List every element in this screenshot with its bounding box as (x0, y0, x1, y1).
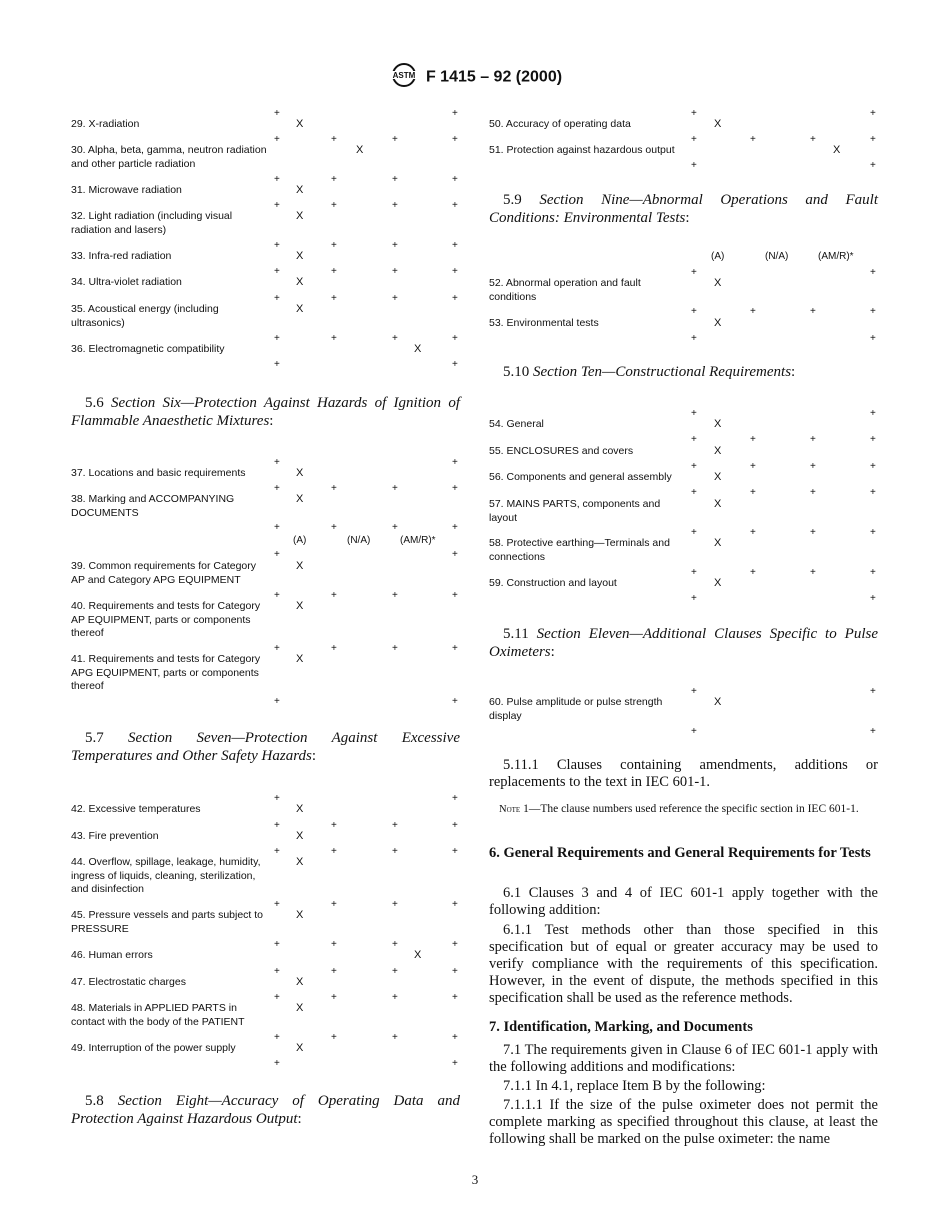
plus-mark: + (274, 293, 280, 304)
heading-6: 6. General Requirements and General Requirements for Tests (489, 845, 871, 861)
plus-mark: + (452, 108, 458, 119)
section-heading-5-6: 5.6 Section Six—Protection Against Hazards of Ignition of Flammable Anaesthetic Mixtures: (71, 395, 461, 429)
column-header-na: (N/A) (347, 535, 371, 546)
plus-mark: + (452, 899, 458, 910)
plus-mark: + (274, 200, 280, 211)
plus-mark: + (750, 434, 756, 445)
plus-mark: + (392, 174, 398, 185)
table-row: 32. Light radiation (including visual radiation and lasers) (71, 210, 233, 236)
plus-mark: + (750, 527, 756, 538)
x-mark: X (296, 856, 304, 868)
plus-mark: + (691, 686, 697, 697)
plus-mark: + (452, 240, 458, 251)
plus-mark: + (452, 992, 458, 1003)
plus-mark: + (870, 527, 876, 538)
plus-mark: + (274, 696, 280, 707)
x-mark: X (296, 250, 304, 262)
table-row: 45. Pressure vessels and parts subject to PRESSURE (71, 909, 264, 935)
plus-mark: + (810, 434, 816, 445)
plus-mark: + (452, 200, 458, 211)
page-number: 3 (471, 1172, 479, 1187)
table-row: 46. Human errors (71, 949, 153, 961)
astm-logo-icon (388, 62, 420, 93)
table-row: 49. Interruption of the power supply (71, 1042, 236, 1054)
paragraph-6-1: 6.1 Clauses 3 and 4 of IEC 601-1 apply together with the following addition: (489, 885, 878, 918)
paragraph-7-1-1: 7.1.1 In 4.1, replace Item B by the following: (503, 1078, 766, 1094)
plus-mark: + (810, 527, 816, 538)
plus-mark: + (452, 549, 458, 560)
x-mark: X (714, 317, 722, 329)
plus-mark: + (452, 1058, 458, 1069)
plus-mark: + (691, 593, 697, 604)
plus-mark: + (452, 266, 458, 277)
plus-mark: + (452, 793, 458, 804)
plus-mark: + (691, 134, 697, 145)
section-heading-5-8: 5.8 Section Eight—Accuracy of Operating Data and Protection Against Hazardous Output: (71, 1093, 460, 1127)
x-mark: X (296, 276, 304, 288)
plus-mark: + (452, 820, 458, 831)
plus-mark: + (331, 643, 337, 654)
plus-mark: + (392, 992, 398, 1003)
plus-mark: + (870, 134, 876, 145)
section-heading-5-10: 5.10 Section Ten—Constructional Requirements: (503, 364, 796, 380)
plus-mark: + (452, 457, 458, 468)
plus-mark: + (452, 696, 458, 707)
x-mark: X (296, 1042, 304, 1054)
plus-mark: + (331, 174, 337, 185)
plus-mark: + (810, 567, 816, 578)
column-header-a: (A) (711, 251, 725, 262)
plus-mark: + (274, 939, 280, 950)
plus-mark: + (870, 434, 876, 445)
table-row: 48. Materials in APPLIED PARTS in contact with the body of the PATIENT (71, 1002, 245, 1028)
x-mark: X (296, 830, 304, 842)
table-row: 40. Requirements and tests for Category AP EQUIPMENT, parts or components thereof (71, 600, 261, 639)
plus-mark: + (331, 846, 337, 857)
page-header (0, 62, 950, 93)
plus-mark: + (691, 434, 697, 445)
table-row: 55. ENCLOSURES and covers (489, 445, 634, 457)
plus-mark: + (331, 522, 337, 533)
x-mark: X (833, 144, 841, 156)
plus-mark: + (691, 461, 697, 472)
plus-mark: + (392, 590, 398, 601)
plus-mark: + (392, 240, 398, 251)
table-row: 43. Fire prevention (71, 830, 159, 842)
x-mark: X (414, 949, 422, 961)
x-mark: X (714, 537, 722, 549)
plus-mark: + (331, 134, 337, 145)
plus-mark: + (452, 590, 458, 601)
plus-mark: + (870, 487, 876, 498)
plus-mark: + (452, 359, 458, 370)
paragraph-7-1-1-1: 7.1.1.1 If the size of the pulse oximeter does not permit the complete marking as specified throughout this clause, at least the following shall be marked on the pulse oximeter: the name (489, 1097, 878, 1147)
note-1: Note 1—The clause numbers used reference the specific section in IEC 601-1. (499, 803, 859, 815)
plus-mark: + (392, 134, 398, 145)
plus-mark: + (392, 899, 398, 910)
plus-mark: + (452, 333, 458, 344)
plus-mark: + (274, 266, 280, 277)
plus-mark: + (750, 461, 756, 472)
plus-mark: + (392, 483, 398, 494)
plus-mark: + (274, 174, 280, 185)
table-row: 56. Components and general assembly (489, 471, 672, 483)
x-mark: X (714, 577, 722, 589)
table-row: 34. Ultra-violet radiation (71, 276, 182, 288)
table-row: 54. General (489, 418, 544, 430)
plus-mark: + (392, 966, 398, 977)
column-header-na: (N/A) (765, 251, 789, 262)
plus-mark: + (392, 820, 398, 831)
table-row: 30. Alpha, beta, gamma, neutron radiation and other particle radiation (71, 144, 267, 170)
plus-mark: + (274, 134, 280, 145)
section-heading-5-7: 5.7 Section Seven—Protection Against Excessive Temperatures and Other Safety Hazards: (71, 730, 460, 764)
x-mark: X (714, 118, 722, 130)
plus-mark: + (452, 483, 458, 494)
table-row: 59. Construction and layout (489, 577, 617, 589)
plus-mark: + (452, 939, 458, 950)
plus-mark: + (274, 359, 280, 370)
plus-mark: + (331, 590, 337, 601)
plus-mark: + (691, 527, 697, 538)
plus-mark: + (810, 487, 816, 498)
plus-mark: + (274, 108, 280, 119)
x-mark: X (414, 343, 422, 355)
plus-mark: + (331, 966, 337, 977)
plus-mark: + (274, 1032, 280, 1043)
table-row: 39. Common requirements for Category AP and Category APG EQUIPMENT (71, 560, 256, 586)
table-row: 47. Electrostatic charges (71, 976, 186, 988)
x-mark: X (296, 493, 304, 505)
plus-mark: + (392, 939, 398, 950)
plus-mark: + (274, 549, 280, 560)
plus-mark: + (452, 846, 458, 857)
plus-mark: + (392, 266, 398, 277)
plus-mark: + (691, 306, 697, 317)
x-mark: X (296, 653, 304, 665)
table-row: 58. Protective earthing—Terminals and connections (489, 537, 670, 563)
plus-mark: + (331, 992, 337, 1003)
table-row: 42. Excessive temperatures (71, 803, 201, 815)
table-row: 51. Protection against hazardous output (489, 144, 675, 156)
plus-mark: + (691, 408, 697, 419)
table-row: 52. Abnormal operation and fault conditions (489, 277, 641, 303)
paragraph-7-1: 7.1 The requirements given in Clause 6 of IEC 601-1 apply with the following additions and modifications: (489, 1042, 878, 1075)
heading-7: 7. Identification, Marking, and Documents (489, 1019, 753, 1035)
x-mark: X (296, 184, 304, 196)
plus-mark: + (274, 333, 280, 344)
document-id: F 1415 – 92 (2000) (425, 68, 563, 86)
section-heading-5-11: 5.11 Section Eleven—Additional Clauses Specific to Pulse Oximeters: (489, 626, 878, 660)
table-row: 36. Electromagnetic compatibility (71, 343, 225, 355)
plus-mark: + (870, 160, 876, 171)
plus-mark: + (331, 899, 337, 910)
plus-mark: + (274, 793, 280, 804)
table-row: 33. Infra-red radiation (71, 250, 172, 262)
plus-mark: + (392, 1032, 398, 1043)
plus-mark: + (274, 240, 280, 251)
plus-mark: + (452, 1032, 458, 1043)
plus-mark: + (331, 939, 337, 950)
plus-mark: + (274, 899, 280, 910)
plus-mark: + (691, 160, 697, 171)
plus-mark: + (331, 240, 337, 251)
plus-mark: + (452, 966, 458, 977)
plus-mark: + (392, 333, 398, 344)
plus-mark: + (870, 408, 876, 419)
plus-mark: + (331, 200, 337, 211)
plus-mark: + (392, 522, 398, 533)
x-mark: X (714, 445, 722, 457)
plus-mark: + (452, 643, 458, 654)
x-mark: X (296, 560, 304, 572)
plus-mark: + (274, 992, 280, 1003)
plus-mark: + (870, 686, 876, 697)
plus-mark: + (452, 522, 458, 533)
plus-mark: + (870, 333, 876, 344)
table-row: 35. Acoustical energy (including ultrasonics) (71, 303, 219, 329)
x-mark: X (296, 303, 304, 315)
x-mark: X (296, 1002, 304, 1014)
plus-mark: + (392, 846, 398, 857)
plus-mark: + (392, 200, 398, 211)
x-mark: X (714, 277, 722, 289)
table-row: 50. Accuracy of operating data (489, 118, 631, 130)
column-header-amr: (AM/R)* (818, 251, 854, 262)
plus-mark: + (331, 1032, 337, 1043)
x-mark: X (296, 976, 304, 988)
x-mark: X (714, 418, 722, 430)
x-mark: X (714, 471, 722, 483)
table-row: 41. Requirements and tests for Category APG EQUIPMENT, parts or components thereof (71, 653, 261, 692)
plus-mark: + (750, 134, 756, 145)
column-header-a: (A) (293, 535, 307, 546)
plus-mark: + (691, 567, 697, 578)
section-heading-5-9: 5.9 Section Nine—Abnormal Operations and Fault Conditions: Environmental Tests: (489, 192, 878, 226)
plus-mark: + (870, 306, 876, 317)
x-mark: X (356, 144, 364, 156)
plus-mark: + (870, 461, 876, 472)
plus-mark: + (691, 267, 697, 278)
plus-mark: + (810, 461, 816, 472)
plus-mark: + (810, 134, 816, 145)
plus-mark: + (750, 306, 756, 317)
plus-mark: + (870, 108, 876, 119)
table-row: 37. Locations and basic requirements (71, 467, 246, 479)
plus-mark: + (870, 267, 876, 278)
plus-mark: + (870, 593, 876, 604)
plus-mark: + (331, 266, 337, 277)
table-row: 53. Environmental tests (489, 317, 599, 329)
table-row: 60. Pulse amplitude or pulse strength display (489, 696, 663, 722)
plus-mark: + (452, 174, 458, 185)
plus-mark: + (810, 306, 816, 317)
x-mark: X (714, 696, 722, 708)
table-row: 44. Overflow, spillage, leakage, humidity, ingress of liquids, cleaning, sterilization, and disinfection (71, 856, 261, 895)
plus-mark: + (392, 293, 398, 304)
plus-mark: + (870, 726, 876, 737)
x-mark: X (296, 467, 304, 479)
plus-mark: + (274, 1058, 280, 1069)
plus-mark: + (274, 643, 280, 654)
table-row: 29. X-radiation (71, 118, 140, 130)
x-mark: X (296, 803, 304, 815)
column-header-amr: (AM/R)* (400, 535, 436, 546)
svg-text:ASTM: ASTM (392, 71, 416, 80)
plus-mark: + (750, 567, 756, 578)
x-mark: X (296, 600, 304, 612)
x-mark: X (714, 498, 722, 510)
plus-mark: + (452, 293, 458, 304)
plus-mark: + (331, 820, 337, 831)
plus-mark: + (274, 966, 280, 977)
x-mark: X (296, 118, 304, 130)
plus-mark: + (331, 483, 337, 494)
plus-mark: + (392, 643, 398, 654)
plus-mark: + (274, 846, 280, 857)
plus-mark: + (274, 590, 280, 601)
paragraph-5-11-1: 5.11.1 Clauses containing amendments, additions or replacements to the text in IEC 601-1. (489, 757, 878, 790)
table-row: 57. MAINS PARTS, components and layout (489, 498, 661, 524)
paragraph-6-1-1: 6.1.1 Test methods other than those specified in this specification but of equal or greater accuracy may be used to verify compliance with the requirements of this specification. However, in the event of dispute, the methods specified in this specification shall be used as the reference methods. (489, 922, 878, 1006)
plus-mark: + (870, 567, 876, 578)
plus-mark: + (691, 333, 697, 344)
table-row: 38. Marking and ACCOMPANYING DOCUMENTS (71, 493, 235, 519)
plus-mark: + (331, 293, 337, 304)
plus-mark: + (274, 457, 280, 468)
x-mark: X (296, 909, 304, 921)
plus-mark: + (274, 820, 280, 831)
plus-mark: + (452, 134, 458, 145)
plus-mark: + (691, 108, 697, 119)
x-mark: X (296, 210, 304, 222)
table-row: 31. Microwave radiation (71, 184, 182, 196)
plus-mark: + (274, 522, 280, 533)
plus-mark: + (331, 333, 337, 344)
plus-mark: + (691, 726, 697, 737)
plus-mark: + (750, 487, 756, 498)
plus-mark: + (691, 487, 697, 498)
plus-mark: + (274, 483, 280, 494)
